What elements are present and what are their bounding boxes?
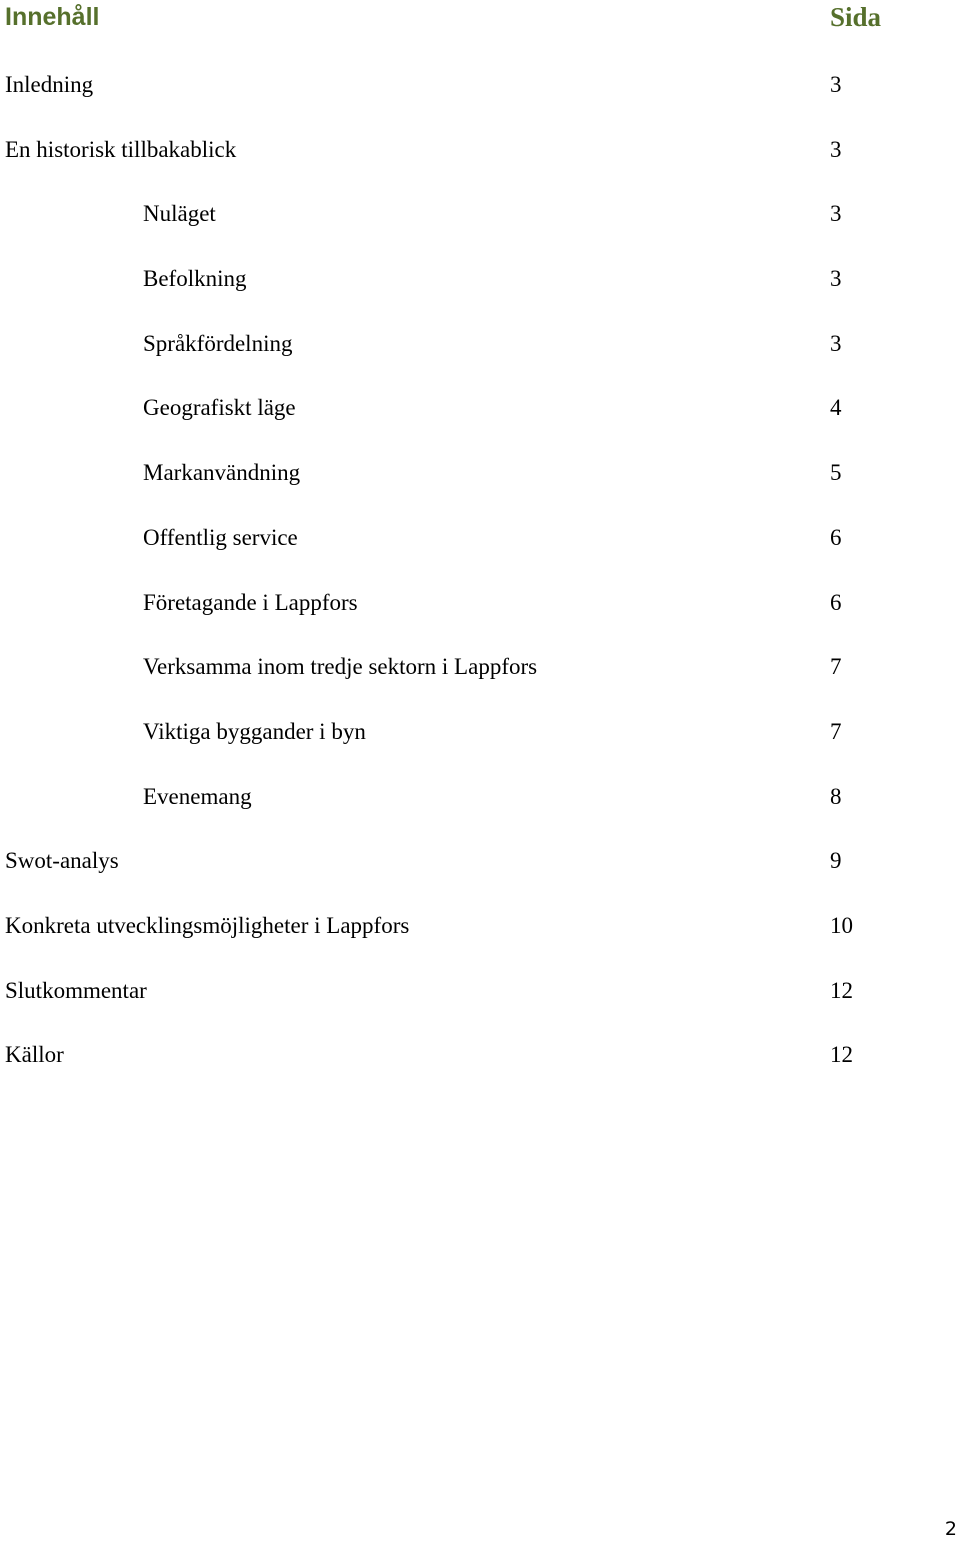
- toc-entry-page: 7: [830, 718, 842, 744]
- toc-entry[interactable]: [0, 391, 960, 456]
- page-number: 2: [944, 1518, 957, 1540]
- toc-entry-page: 8: [830, 783, 842, 809]
- toc-entry-label: Offentlig service: [143, 524, 298, 550]
- toc-entry-label: Företagande i Lappfors: [143, 589, 358, 615]
- toc-entry-label: Geografiskt läge: [143, 395, 296, 421]
- toc-entry-label: Evenemang: [143, 783, 252, 809]
- toc-entry[interactable]: [0, 327, 960, 392]
- toc-entry-label: Konkreta utvecklingsmöjligheter i Lappfors: [5, 912, 410, 938]
- toc-entry-label: Markanvändning: [143, 460, 301, 486]
- toc-entry-label: Verksamma inom tredje sektorn i Lappfors: [143, 654, 538, 680]
- toc-entry-page: 7: [830, 654, 842, 680]
- toc-entry-label: Viktiga byggander i byn: [143, 718, 366, 744]
- toc-entry-page: 12: [830, 1042, 853, 1068]
- page-column-label: Sida: [830, 2, 882, 32]
- toc-entry[interactable]: [0, 456, 960, 521]
- toc-title: Innehåll: [5, 3, 100, 31]
- toc-entry[interactable]: [0, 262, 960, 327]
- toc-entry[interactable]: [0, 68, 960, 133]
- toc-entry-page: 12: [830, 977, 853, 1003]
- toc-entry[interactable]: [0, 197, 960, 262]
- toc-entry-label: En historisk tillbakablick: [5, 136, 237, 162]
- toc-entry-page: 4: [830, 395, 842, 421]
- toc-entry[interactable]: [0, 715, 960, 780]
- toc-entry-page: 6: [830, 589, 842, 615]
- toc-entry[interactable]: [0, 909, 960, 974]
- toc-entry-label: Inledning: [5, 72, 94, 97]
- toc-entry-label: Språkfördelning: [143, 330, 293, 356]
- toc-entry-label: Befolkning: [143, 266, 247, 292]
- toc-entry-label: Källor: [5, 1042, 64, 1068]
- toc-heading: [0, 0, 960, 40]
- toc-entry-page: 3: [830, 266, 842, 292]
- toc-entry[interactable]: [0, 844, 960, 909]
- toc-list: [0, 68, 960, 1103]
- toc-entry-page: 5: [830, 460, 842, 486]
- toc-entry-label: Swot-analys: [5, 848, 119, 874]
- toc-entry-page: 9: [830, 848, 842, 874]
- toc-entry[interactable]: [0, 780, 960, 845]
- toc-entry[interactable]: [0, 1038, 960, 1103]
- toc-entry-label: Nuläget: [143, 201, 216, 227]
- toc-entry-page: 3: [830, 201, 842, 227]
- toc-entry[interactable]: [0, 650, 960, 715]
- toc-entry[interactable]: [0, 586, 960, 651]
- toc-entry[interactable]: [0, 133, 960, 198]
- toc-entry-page: 3: [830, 136, 842, 162]
- toc-entry-label: Slutkommentar: [5, 977, 147, 1003]
- toc-entry-page: 3: [830, 330, 842, 356]
- toc-entry-page: 6: [830, 524, 842, 550]
- toc-entry-page: 3: [830, 72, 842, 97]
- toc-entry-page: 10: [830, 912, 853, 938]
- toc-entry[interactable]: [0, 974, 960, 1039]
- toc-entry[interactable]: [0, 521, 960, 586]
